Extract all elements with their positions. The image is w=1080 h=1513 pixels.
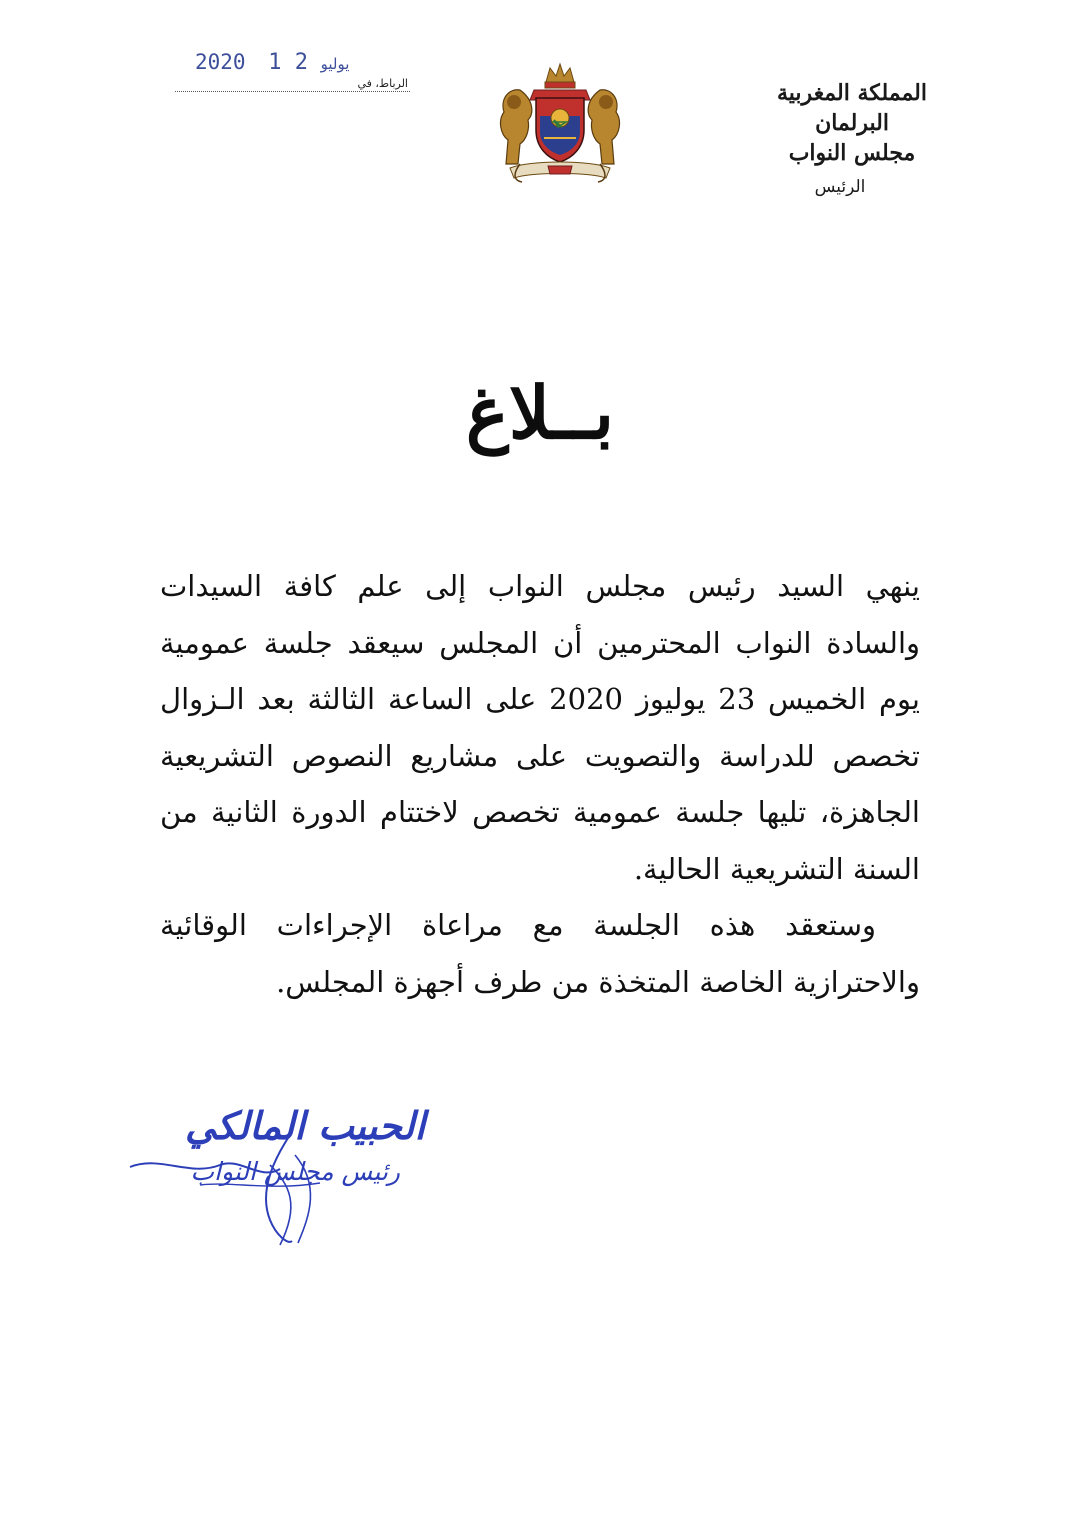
stamp-day: 2 1 <box>268 50 308 75</box>
place-label: الرباط، في <box>357 77 408 90</box>
place-date-line <box>175 77 410 92</box>
institution-header <box>752 78 952 202</box>
institution-president: الرئيس <box>814 177 866 197</box>
stamp-month: يوليو <box>320 55 350 73</box>
institution-house: مجلس النواب <box>788 140 916 166</box>
signature-block <box>120 1095 440 1255</box>
document-body <box>160 558 920 1010</box>
institution-parliament: البرلمان <box>815 110 889 136</box>
body-paragraph-2: وستعقد هذه الجلسة مع مراعاة الإجراءات الوقائية والاحترازية الخاصة المتخذة من طرف أجهزة المجلس. <box>160 908 920 999</box>
signature-name: الحبيب المالكي <box>184 1103 425 1148</box>
institution-kingdom: المملكة المغربية <box>777 80 927 106</box>
document-title: بــلاغ <box>465 370 615 455</box>
signature-title: رئيس مجلس النواب <box>190 1157 400 1186</box>
moroccan-coat-of-arms-icon <box>490 60 630 190</box>
date-stamp <box>195 50 363 75</box>
stamp-year: 2020 <box>195 50 246 74</box>
body-paragraph-1: ينهي السيد رئيس مجلس النواب إلى علم كافة السيدات والسادة النواب المحترمين أن المجلس سيعقد جلسة عمومية يوم الخميس 23 يوليوز 2020 على الساعة الثالثة بعد الـزوال تخصص للدراسة والتصويت على مشاريع النصوص التشريعية الجاهزة، تليها جلسة عمومية تخصص لاختتام الدورة الثانية من السنة التشريعية الحالية. <box>160 569 920 886</box>
